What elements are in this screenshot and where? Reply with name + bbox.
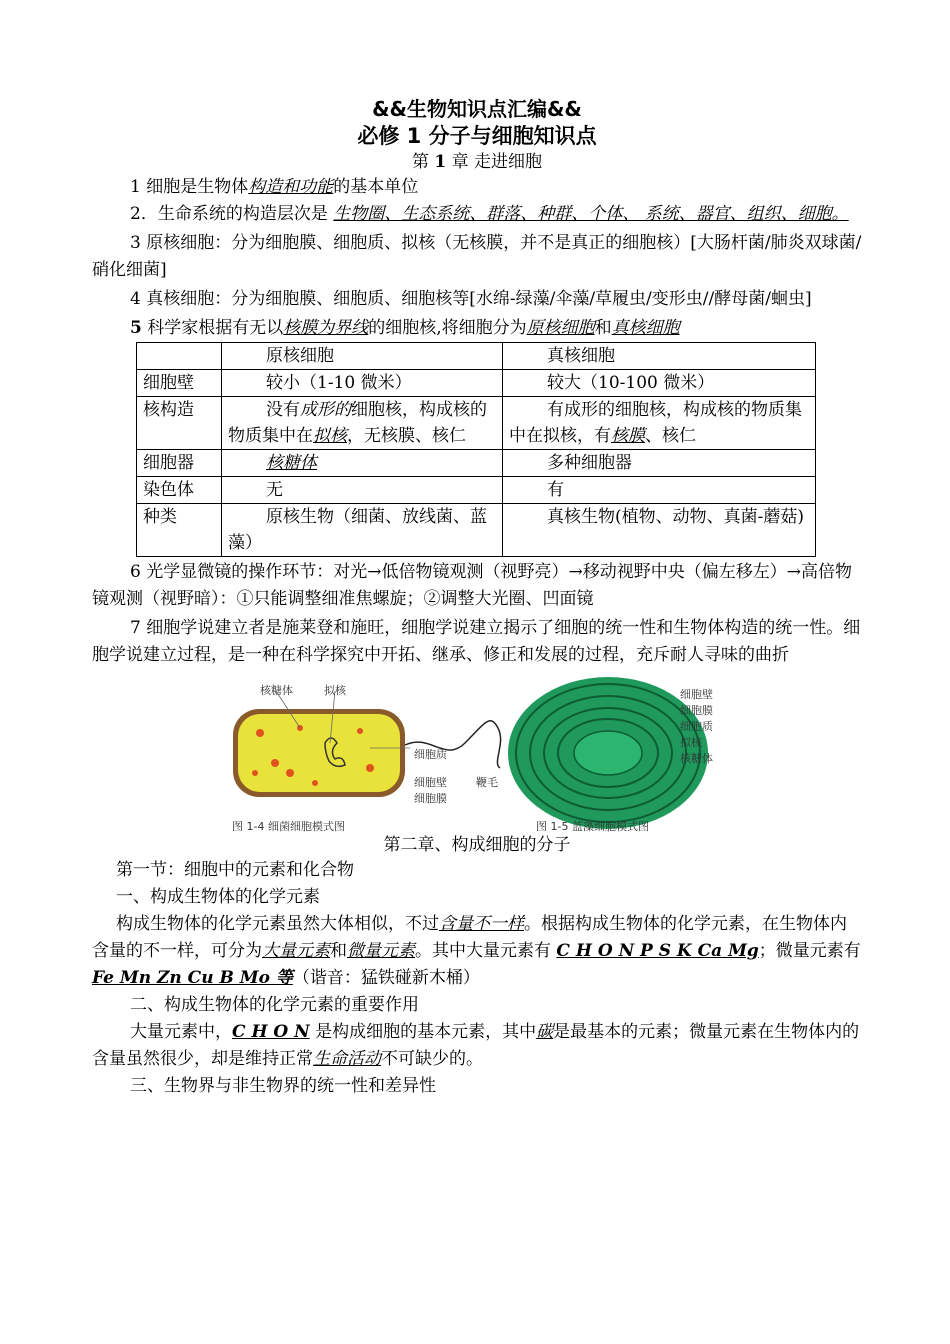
algae-label: 拟核: [680, 736, 702, 749]
table-cell: 真核细胞: [503, 343, 816, 370]
text: 是构成细胞的基本元素，其中: [309, 1022, 537, 1042]
table-cell: 较小（1-10 微米）: [222, 370, 503, 397]
table-cell: 原核细胞: [222, 343, 503, 370]
bact-label: 细胞膜: [414, 792, 447, 805]
chapter-1-heading: [92, 150, 862, 174]
underlined-term: 真核细胞: [611, 318, 680, 338]
underlined-term: 构造和功能: [248, 177, 334, 197]
table-cell: [503, 397, 816, 450]
document-subtitle: 必修 1 分子与细胞知识点: [357, 124, 597, 148]
text: ，无核膜、核仁: [347, 426, 466, 446]
underlined-term: 生物圈、生态系统、群落、种群、个体、 系统、器官、组织、细胞。: [333, 204, 849, 224]
text: 大量元素中，: [130, 1022, 232, 1042]
text: （谐音：猛铁碰新木桶）: [292, 968, 480, 988]
algae-caption: 图 1-5 蓝藻细胞模式图: [536, 820, 649, 833]
underlined-term: 原核细胞: [526, 318, 595, 338]
bold-underlined-term: C H O N: [232, 1022, 310, 1042]
bold-underlined-term: C H O N P S K Ca Mg: [556, 941, 759, 961]
cell-diagram-figure: [230, 673, 730, 833]
text: 科学家根据有无以: [141, 318, 284, 338]
underlined-term: 核膜为界线: [283, 318, 369, 338]
table-cell: 细胞壁: [137, 370, 222, 397]
cell-diagrams: [230, 673, 730, 833]
text: 构成生物体的化学元素虽然大体相似，不过: [116, 914, 439, 934]
text: 和: [330, 941, 347, 961]
table-cell: [222, 450, 503, 477]
comparison-table: [136, 342, 816, 557]
table-cell: 多种细胞器: [503, 450, 816, 477]
text: 。其中大量元素有: [415, 941, 557, 961]
underlined-term: 含量不一样: [439, 914, 524, 934]
table-cell: 核构造: [137, 397, 222, 450]
text: 、核仁: [645, 426, 696, 446]
underlined-term: 大量元素: [262, 941, 330, 961]
paragraph-6: 6 光学显微镜的操作环节：对光→低倍物镜观测（视野亮）→移动视野中央（偏左移左）→高倍物镜观测（视野暗）：①只能调整细准焦螺旋；②调整大光圈、凹面镜: [92, 562, 852, 609]
text: 细胞核，构成核的物质集中在: [228, 400, 487, 446]
underlined-term: 核膜: [611, 426, 645, 446]
bold-underlined-term: Fe Mn Zn Cu B Mo 等: [92, 968, 293, 988]
bact-label: 拟核: [324, 684, 346, 697]
paragraph-1: [92, 174, 862, 201]
table-row: [137, 370, 816, 397]
table-cell: 较大（10-100 微米）: [503, 370, 816, 397]
bacterium-cytoplasm: [238, 714, 400, 792]
chapter-prefix: 第: [411, 152, 435, 172]
heading-3: 三、生物界与非生物界的统一性和差异性: [130, 1076, 436, 1096]
item-number: 5: [130, 318, 142, 338]
text: 的细胞核,将细胞分为: [368, 318, 527, 338]
text: 和: [594, 318, 612, 338]
table-cell: [137, 343, 222, 370]
paragraph-8: [92, 911, 862, 992]
text: 1 细胞是生物体: [130, 177, 249, 197]
table-row: [137, 504, 816, 557]
chapter-2-heading: 第二章、构成细胞的分子: [383, 835, 571, 855]
table-cell: 真核生物(植物、动物、真菌-蘑菇): [503, 504, 816, 557]
text: 的基本单位: [333, 177, 419, 197]
bact-label: 核糖体: [260, 684, 293, 697]
table-cell: 细胞器: [137, 450, 222, 477]
bact-label: 鞭毛: [476, 776, 498, 789]
algae-label: 细胞质: [680, 720, 713, 733]
text: ；微量元素有: [758, 941, 861, 961]
bact-label: 细胞质: [414, 748, 447, 761]
text: 没有: [266, 400, 300, 420]
section-1-heading: 第一节：细胞中的元素和化合物: [116, 860, 354, 880]
paragraph-9: [92, 1019, 862, 1073]
chapter-title: 章 走进细胞: [446, 152, 543, 172]
text: 。根据构成生物体的化学元素，在生物体内含量的不一样，可分为: [92, 914, 847, 961]
table-cell: 有: [503, 477, 816, 504]
heading-2: 二、构成生物体的化学元素的重要作用: [130, 995, 419, 1015]
paragraph-5: [92, 315, 862, 342]
text: 有成形的细胞核，构成核的物质集中在拟核，有: [509, 400, 802, 446]
text: 是最基本的元素；微量元素在生物体内的含量虽然很少，却是维持正常: [92, 1022, 860, 1069]
paragraph-2: [92, 201, 862, 228]
algae-label: 核糖体: [680, 752, 713, 765]
table-cell: [222, 397, 503, 450]
underlined-term: 核糖体: [266, 453, 317, 473]
chapter-number: 1: [434, 152, 447, 172]
bact-caption: 图 1-4 细菌细胞模式图: [232, 820, 345, 833]
paragraph-4: 4 真核细胞：分为细胞膜、细胞质、细胞核等[水绵-绿藻/伞藻/草履虫/变形虫//酵母菌/蛔虫]: [130, 289, 812, 309]
heading-1: 一、构成生物体的化学元素: [116, 887, 320, 907]
document-page: [92, 92, 862, 1100]
paragraph-3: 3 原核细胞：分为细胞膜、细胞质、拟核（无核膜，并不是真正的细胞核）[大肠杆菌/肺炎双球菌/硝化细菌]: [92, 233, 862, 280]
table-cell: 无: [222, 477, 503, 504]
text: 2．生命系统的构造层次是: [130, 204, 334, 224]
table-cell: 染色体: [137, 477, 222, 504]
table-row: [137, 477, 816, 504]
text: 不可缺少的。: [381, 1049, 483, 1069]
table-header-row: [137, 343, 816, 370]
algae-label: 细胞壁: [680, 688, 713, 701]
paragraph-7: 7 细胞学说建立者是施莱登和施旺，细胞学说建立揭示了细胞的统一性和生物体构造的统一性。细胞学说建立过程，是一种在科学探究中开拓、继承、修正和发展的过程，充斥耐人寻味的曲折: [92, 618, 861, 665]
table-cell: 原核生物（细菌、放线菌、蓝藻）: [222, 504, 503, 557]
underlined-term: 生命活动: [313, 1049, 381, 1069]
underlined-term: 碳: [536, 1022, 554, 1042]
document-title: &&生物知识点汇编&&: [372, 97, 582, 121]
table-row: [137, 450, 816, 477]
underlined-term: 拟核: [313, 426, 347, 446]
table-cell: 种类: [137, 504, 222, 557]
algae-nucleoid: [574, 731, 642, 775]
italic-term: 成形的: [300, 400, 351, 420]
underlined-term: 微量元素: [347, 941, 415, 961]
bact-label: 细胞壁: [414, 776, 447, 789]
table-row: [137, 397, 816, 450]
algae-label: 细胞膜: [680, 704, 713, 717]
